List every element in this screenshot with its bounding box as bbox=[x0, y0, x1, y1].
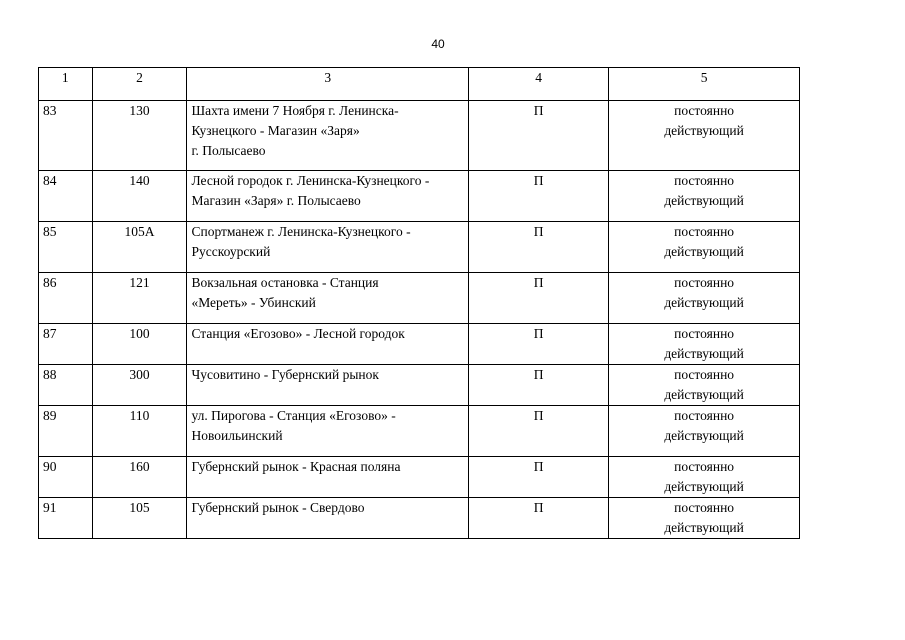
route-description-line: Губернский рынок - Красная поляна bbox=[191, 459, 401, 474]
column-header: 4 bbox=[468, 68, 608, 101]
route-code-cell: 130 bbox=[92, 101, 187, 171]
route-description-cell bbox=[187, 101, 469, 171]
route-status-line: действующий bbox=[664, 193, 744, 208]
column-header: 1 bbox=[39, 68, 93, 101]
route-status-line: постоянно bbox=[674, 173, 735, 188]
table-row bbox=[39, 406, 800, 457]
route-status-line: постоянно bbox=[674, 224, 735, 239]
route-code-cell: 105А bbox=[92, 222, 187, 273]
route-status-line: постоянно bbox=[674, 103, 735, 118]
route-description-line: Новоильинский bbox=[191, 428, 283, 443]
table-row bbox=[39, 273, 800, 324]
row-number-cell: 86 bbox=[39, 273, 93, 324]
table-row bbox=[39, 365, 800, 406]
route-status-line: постоянно bbox=[674, 459, 735, 474]
route-type-cell: П bbox=[468, 273, 608, 324]
route-type-cell: П bbox=[468, 457, 608, 498]
route-status-line: действующий bbox=[664, 346, 744, 361]
row-number-cell: 83 bbox=[39, 101, 93, 171]
row-number-cell: 87 bbox=[39, 324, 93, 365]
route-description-cell bbox=[187, 457, 469, 498]
route-type-cell: П bbox=[468, 171, 608, 222]
column-header: 3 bbox=[187, 68, 469, 101]
route-description-line: Русскоурский bbox=[191, 244, 271, 259]
route-description-line: Чусовитино - Губернский рынок bbox=[191, 367, 379, 382]
row-number-cell: 84 bbox=[39, 171, 93, 222]
route-status-line: постоянно bbox=[674, 326, 735, 341]
route-description-line: Губернский рынок - Свердово bbox=[191, 500, 365, 515]
routes-table bbox=[38, 67, 800, 539]
route-description-cell bbox=[187, 222, 469, 273]
route-status-line: действующий bbox=[664, 244, 744, 259]
route-status-cell bbox=[609, 171, 800, 222]
route-code-cell: 160 bbox=[92, 457, 187, 498]
route-status-line: постоянно bbox=[674, 275, 735, 290]
route-description-line: Шахта имени 7 Ноября г. Ленинска- bbox=[191, 103, 399, 118]
route-description-line: Спортманеж г. Ленинска-Кузнецкого - bbox=[191, 224, 411, 239]
route-status-line: действующий bbox=[664, 123, 744, 138]
route-code-cell: 100 bbox=[92, 324, 187, 365]
route-status-line: действующий bbox=[664, 387, 744, 402]
table-row bbox=[39, 171, 800, 222]
column-header: 5 bbox=[609, 68, 800, 101]
route-code-cell: 140 bbox=[92, 171, 187, 222]
route-description-cell bbox=[187, 273, 469, 324]
route-status-line: постоянно bbox=[674, 500, 735, 515]
row-number-cell: 89 bbox=[39, 406, 93, 457]
route-type-cell: П bbox=[468, 406, 608, 457]
route-status-cell bbox=[609, 101, 800, 171]
route-status-cell bbox=[609, 222, 800, 273]
table-row bbox=[39, 222, 800, 273]
route-description-line: «Мереть» - Убинский bbox=[191, 295, 316, 310]
route-description-line: Магазин «Заря» г. Полысаево bbox=[191, 193, 361, 208]
route-code-cell: 300 bbox=[92, 365, 187, 406]
route-description-line: ул. Пирогова - Станция «Егозово» - bbox=[191, 408, 396, 423]
route-status-line: действующий bbox=[664, 295, 744, 310]
route-status-line: действующий bbox=[664, 479, 744, 494]
route-description-line: Станция «Егозово» - Лесной городок bbox=[191, 326, 405, 341]
route-description-cell bbox=[187, 406, 469, 457]
route-status-cell bbox=[609, 457, 800, 498]
table-row bbox=[39, 498, 800, 539]
route-description-cell bbox=[187, 324, 469, 365]
route-code-cell: 121 bbox=[92, 273, 187, 324]
page-number: 40 bbox=[431, 37, 445, 51]
route-description-line: г. Полысаево bbox=[191, 143, 266, 158]
route-description-line: Вокзальная остановка - Станция bbox=[191, 275, 379, 290]
route-status-cell bbox=[609, 498, 800, 539]
route-code-cell: 110 bbox=[92, 406, 187, 457]
route-status-line: действующий bbox=[664, 520, 744, 535]
route-type-cell: П bbox=[468, 222, 608, 273]
route-description-line: Кузнецкого - Магазин «Заря» bbox=[191, 123, 360, 138]
row-number-cell: 91 bbox=[39, 498, 93, 539]
route-code-cell: 105 bbox=[92, 498, 187, 539]
route-description-cell bbox=[187, 498, 469, 539]
route-status-cell bbox=[609, 324, 800, 365]
route-status-line: постоянно bbox=[674, 367, 735, 382]
route-type-cell: П bbox=[468, 498, 608, 539]
route-status-line: постоянно bbox=[674, 408, 735, 423]
route-type-cell: П bbox=[468, 101, 608, 171]
route-description-line: Лесной городок г. Ленинска-Кузнецкого - bbox=[191, 173, 430, 188]
row-number-cell: 88 bbox=[39, 365, 93, 406]
table-row bbox=[39, 101, 800, 171]
route-status-cell bbox=[609, 365, 800, 406]
table-row bbox=[39, 457, 800, 498]
table-header-row bbox=[39, 68, 800, 101]
route-description-cell bbox=[187, 365, 469, 406]
route-status-cell bbox=[609, 406, 800, 457]
route-status-cell bbox=[609, 273, 800, 324]
route-type-cell: П bbox=[468, 365, 608, 406]
column-header: 2 bbox=[92, 68, 187, 101]
route-status-line: действующий bbox=[664, 428, 744, 443]
route-description-cell bbox=[187, 171, 469, 222]
row-number-cell: 85 bbox=[39, 222, 93, 273]
row-number-cell: 90 bbox=[39, 457, 93, 498]
route-type-cell: П bbox=[468, 324, 608, 365]
table-row bbox=[39, 324, 800, 365]
